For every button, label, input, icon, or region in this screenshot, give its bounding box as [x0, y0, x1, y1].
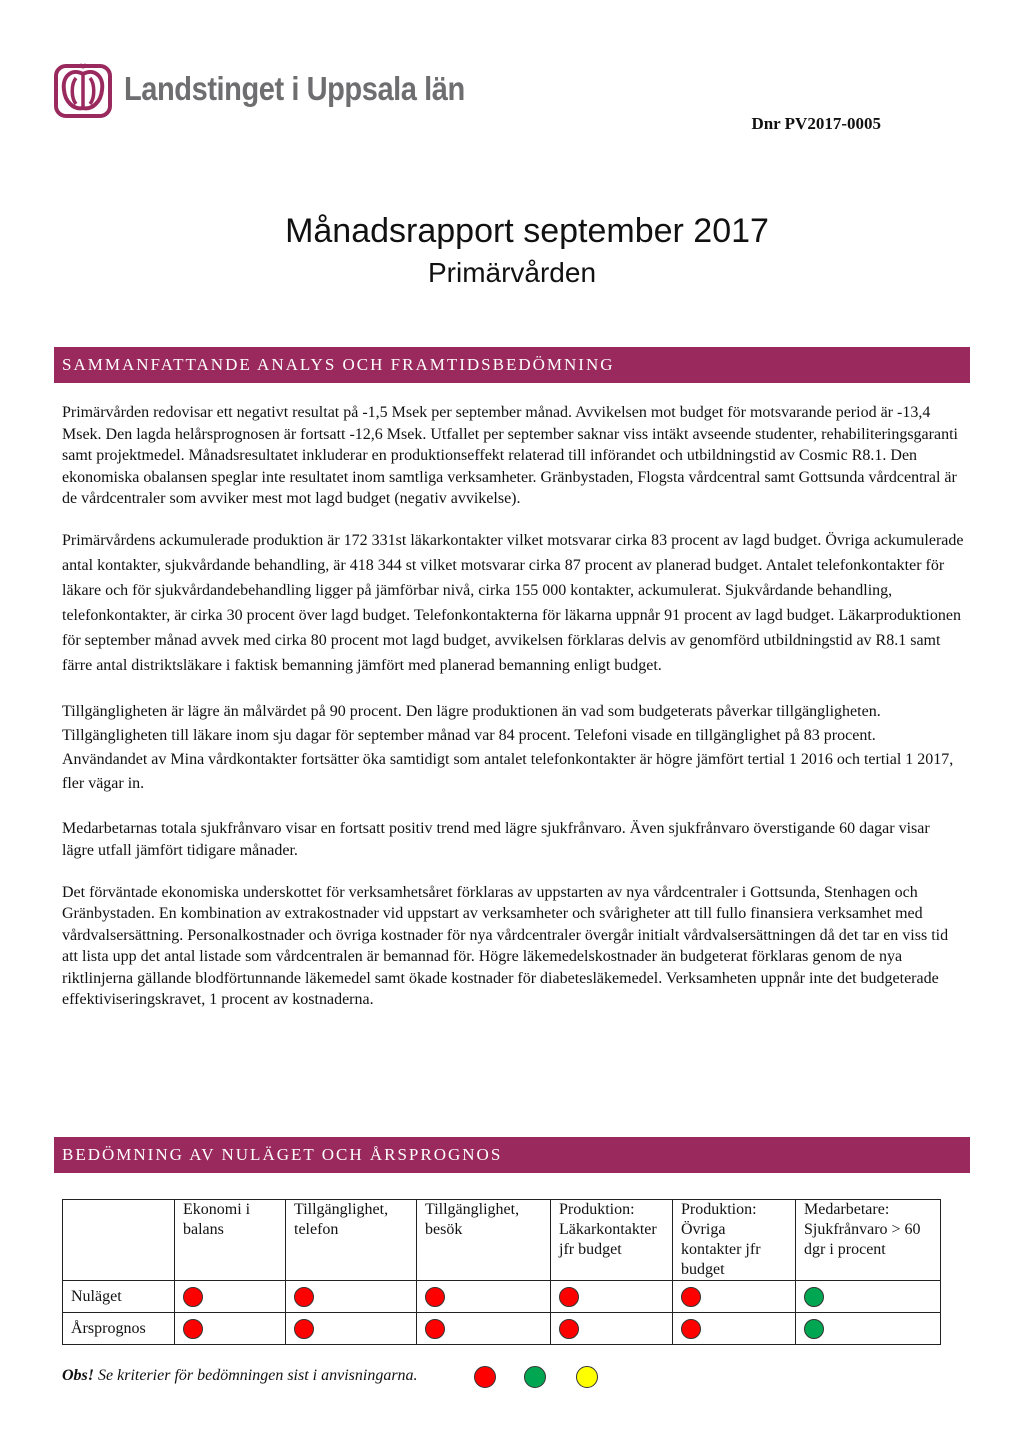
column-header: Produktion: Övriga kontakter jfr budget: [673, 1200, 796, 1281]
footnote-text: Se kriterier för bedömningen sist i anvisningarna.: [94, 1367, 418, 1384]
status-indicator-icon: [804, 1287, 824, 1307]
legend-green-icon: [524, 1366, 546, 1388]
document-number: Dnr PV2017-0005: [751, 114, 881, 133]
status-cell: [551, 1281, 673, 1313]
legend-dot-red: [474, 1366, 496, 1388]
paragraph-2: Primärvårdens ackumulerade produktion är 172 331st läkarkontakter vilket motsvarar cirka 83 procent av lagd budget. Övriga ackumulerade antal kontakter, sjukvårdande behandling, är 418 344 st vilket motsvarar cirka 87 procent av planerad budget. Antalet telefonkontakter för läkare och för sjukvårdandebehandling ligger på jämförbar nivå, cirka 155 000 kontakter, ackumulerat. Sjukvårdande behandling, telefonkontakter, är cirka 30 procent över lagd budget. Telefonkontakterna för läkarna uppnår 91 procent av lagd budget. Läkarproduktionen för september månad avvek med cirka 80 procent mot lagd budget, avvikelsen förklaras delvis av genomförd utbildningstid av R8.1 samt färre antal distriktsläkare i faktisk bemanning jämfört med planerad bemanning enligt budget.: [62, 531, 964, 674]
column-header: Ekonomi i balans: [175, 1200, 286, 1281]
row-label: Nuläget: [63, 1281, 175, 1313]
status-indicator-icon: [425, 1287, 445, 1307]
footnote: [62, 1367, 418, 1385]
legend-dot-yellow: [576, 1366, 598, 1388]
status-indicator-icon: [183, 1319, 203, 1339]
legend-dot-green: [524, 1366, 546, 1388]
status-cell: [286, 1281, 417, 1313]
landstinget-logo-icon: [54, 60, 112, 118]
logo: [54, 60, 511, 118]
status-indicator-icon: [681, 1319, 701, 1339]
paragraph-4: Medarbetarnas totala sjukfrånvaro visar en fortsatt positiv trend med lägre sjukfrånvaro. Även sjukfrånvaro överstigande 60 dagar visar lägre utfall jämfört tidigare månader.: [62, 819, 930, 859]
status-cell: [175, 1313, 286, 1345]
status-indicator-icon: [559, 1287, 579, 1307]
status-cell: [175, 1281, 286, 1313]
page-title: Månadsrapport september 2017: [285, 212, 769, 250]
status-cell: [796, 1281, 941, 1313]
status-cell: [286, 1313, 417, 1345]
paragraph-1: Primärvården redovisar ett negativt resultat på -1,5 Msek per september månad. Avvikelsen mot budget för motsvarande period är -13,4 Msek. Den lagda helårsprognosen är fortsatt -12,6 Msek. Utfallet per september saknar viss intäkt avseende studenter, rehabiliteringsgaranti samt projektmedel. Månadsresultatet inkluderar en produktionseffekt relaterad till införandet och utbildningstid av Cosmic R8.1. Den ekonomiska obalansen speglar inte resultatet inom samtliga verksamheter. Gränbystaden, Flogsta vårdcentral samt Gottsunda vårdcentral är de vårdcentraler som avviker mest mot lagd budget (negativ avvikelse).: [62, 404, 958, 507]
status-indicator-icon: [294, 1287, 314, 1307]
summary-body: [62, 402, 964, 1011]
legend-yellow-icon: [576, 1366, 598, 1388]
status-indicator-icon: [294, 1319, 314, 1339]
row-label: Årsprognos: [63, 1313, 175, 1345]
table-corner-cell: [63, 1200, 175, 1281]
status-cell: [673, 1313, 796, 1345]
status-indicator-icon: [681, 1287, 701, 1307]
column-header: Tillgänglighet, telefon: [286, 1200, 417, 1281]
section-heading-assessment: BEDÖMNING AV NULÄGET OCH ÅRSPROGNOS: [54, 1137, 970, 1173]
assessment-table: [62, 1199, 941, 1345]
status-cell: [673, 1281, 796, 1313]
status-indicator-icon: [559, 1319, 579, 1339]
paragraph-5: Det förväntade ekonomiska underskottet för verksamhetsåret förklaras av uppstarten av nya vårdcentraler i Gottsunda, Stenhagen och Gränbystaden. En kombination av extrakostnader vid uppstart av verksamheter och svårigheter att till fullo finansiera verksamhet med vårdvalsersättning. Personalkostnader och övriga kostnader för nya vårdcentraler övergår initialt vårdvalsersättningen då det tar en viss tid att lista upp det antal listade som vårdcentralen är bemannad för. Högre läkemedelskostnader än budgeterat förklaras genom de nya riktlinjerna gällande blodförtunnande läkemedel samt ökade kostnader för diabetesläkemedel. Verksamheten uppnår inte det budgeterade effektiviseringskravet, 1 procent av kostnaderna.: [62, 883, 949, 1008]
status-indicator-icon: [183, 1287, 203, 1307]
column-header: Produktion: Läkarkontakter jfr budget: [551, 1200, 673, 1281]
status-cell: [796, 1313, 941, 1345]
obs-label: Obs!: [62, 1367, 95, 1384]
table-header-row: [63, 1200, 941, 1281]
page-subtitle: Primärvården: [427, 257, 597, 288]
column-header: Medarbetare: Sjukfrånvaro > 60 dgr i procent: [796, 1200, 941, 1281]
table-row: [63, 1313, 941, 1345]
status-cell: [417, 1313, 551, 1345]
legend-red-icon: [474, 1366, 496, 1388]
section-heading-summary: SAMMANFATTANDE ANALYS OCH FRAMTIDSBEDÖMNING: [54, 347, 970, 383]
table-row: [63, 1281, 941, 1313]
paragraph-3: Tillgängligheten är lägre än målvärdet på 90 procent. Den lägre produktionen än vad som budgeterats påverkar tillgängligheten. Tillgängligheten till läkare inom sju dagar för september månad var 84 procent. Telefoni visade en tillgänglighet på 83 procent. Användandet av Mina vårdkontakter fortsätter öka samtidigt som antalet telefonkontakter är högre jämfört tertial 1 2016 och tertial 1 2017, fler vägar in.: [62, 702, 954, 792]
org-name: Landstinget i Uppsala län: [124, 70, 465, 107]
column-header: Tillgänglighet, besök: [417, 1200, 551, 1281]
status-indicator-icon: [425, 1319, 445, 1339]
status-cell: [551, 1313, 673, 1345]
status-cell: [417, 1281, 551, 1313]
status-indicator-icon: [804, 1319, 824, 1339]
